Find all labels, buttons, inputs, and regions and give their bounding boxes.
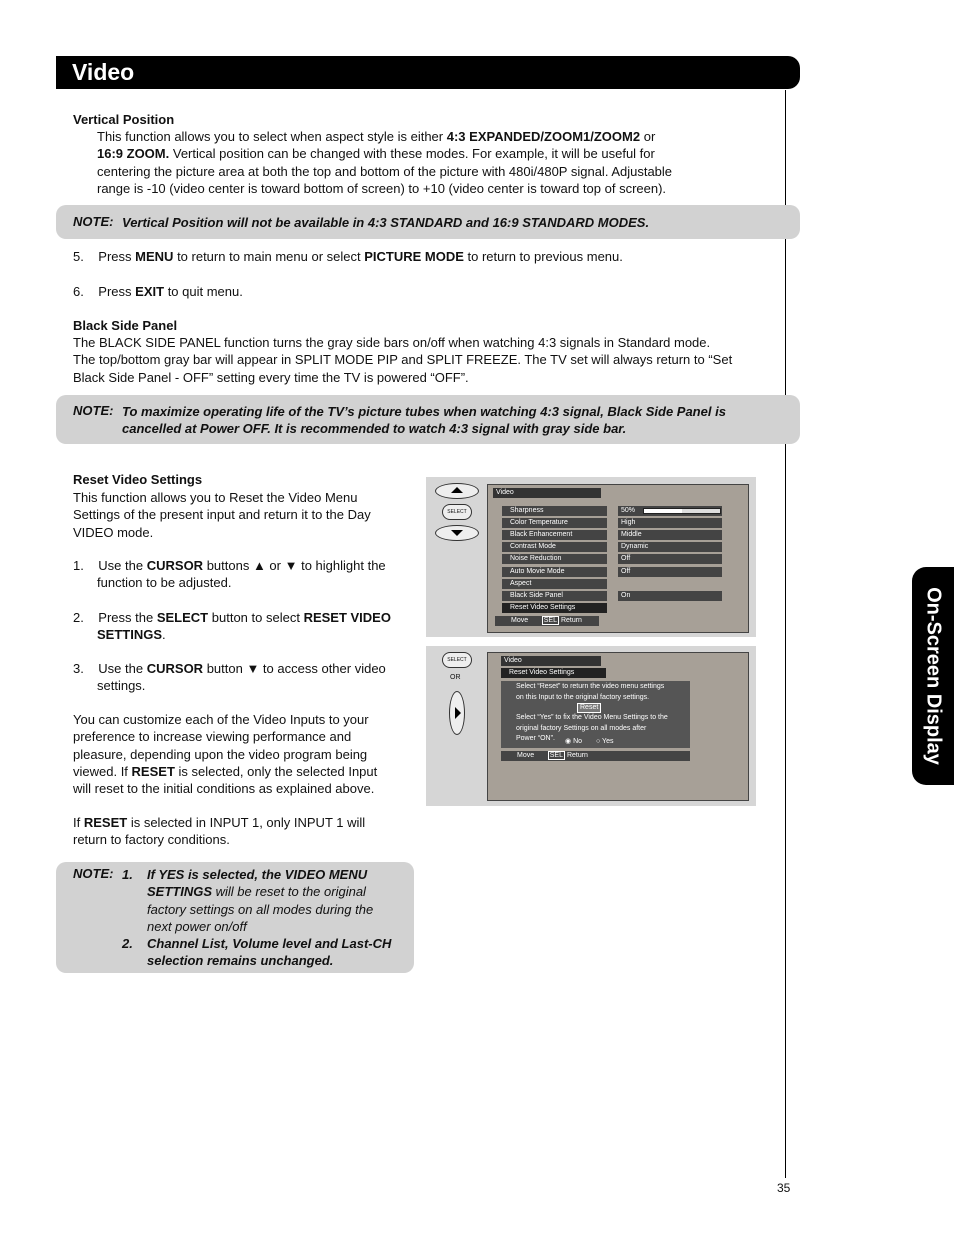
reset-title-bar: Reset Video Settings [501,668,606,678]
menu-item[interactable]: Black Side Panel [502,591,607,601]
black-side-panel-text: The BLACK SIDE PANEL function turns the gray side bars on/off when watching 4:3 signals in Standard mode. The top/bottom gray bar will appear in SPLIT MODE PIP and SPLIT FREEZE. The TV set will always return to “Set Black Side Panel - OFF” setting every time the TV is powered “OFF”. [73,335,733,385]
reset-heading: Reset Video Settings [73,472,203,487]
reset-step-2: 2. Press the SELECT button to select RESET VIDEO SETTINGS. [73,610,391,643]
menu-footer: Move SEL Return [501,751,690,761]
menu-item-value: Dynamic [618,542,722,552]
note-label: NOTE: [73,214,114,229]
menu-item-value: Off [618,554,722,564]
note-label: NOTE: [73,866,114,881]
menu-item[interactable]: Color Temperature [502,518,607,528]
triangle-down-icon [451,530,463,536]
note-text: Vertical Position will not be available in 4:3 STANDARD and 16:9 STANDARD MODES. [122,215,650,230]
dialog-text: Select “Yes” to fix the Video Menu Settings to the original factory Settings on all modes after Power “ON”. [516,714,668,742]
menu-item[interactable]: Sharpness [502,506,607,516]
tv-screen-2 [487,652,749,801]
dialog-text: Select “Reset” to return the video menu settings on this Input to the original factory settings. [516,683,665,701]
menu-item-value: On [618,591,722,601]
cursor-down-button[interactable] [435,525,479,541]
reset-customize-text: You can customize each of the Video Inputs to your preference to increase viewing performance and pleasure, depending upon the video program being viewed. If RESET is selected, only the selected Input will reset to the initial conditions as explained above. [73,712,378,797]
side-tab-label: On-Screen Display [922,587,945,765]
menu-item-value: High [618,518,722,528]
menu-item-value: Off [618,567,722,577]
reset-step-1: 1. Use the CURSOR buttons ▲ or ▼ to highlight the function to be adjusted. [73,558,386,591]
column-divider [785,90,786,1178]
note-num-1: 1. [122,867,133,882]
step-5: 5. Press MENU to return to main menu or select PICTURE MODE to return to previous menu. [73,249,623,264]
reset-input-text: If RESET is selected in INPUT 1, only INPUT 1 will return to factory conditions. [73,815,366,848]
menu-item[interactable]: Contrast Mode [502,542,607,552]
triangle-up-icon [451,487,463,493]
sharpness-bar [643,508,721,514]
menu-footer: Move SEL Return [495,616,599,626]
menu-item[interactable]: Reset Video Settings [502,603,607,613]
select-button[interactable]: SELECT [442,504,472,520]
reset-step-3: 3. Use the CURSOR button ▼ to access other video settings. [73,661,386,694]
reset-option-button[interactable]: Reset [577,703,601,713]
select-button[interactable]: SELECT [442,652,472,668]
or-label: OR [450,674,461,681]
tv-screen-1 [487,484,749,633]
vertical-position-text: This function allows you to select when aspect style is either 4:3 EXPANDED/ZOOM1/ZOOM2 or 16:9 ZOOM. Vertical position can be changed with these modes. For example, it will be useful for centering the picture area at both the top and bottom of the picture with 480i/480P signal. Adjustable range is -10 (video center is toward bottom of screen) to +10 (video center is toward top of screen). [97,129,673,196]
menu-title-bar: Video [501,656,601,666]
menu-item-value: Middle [618,530,722,540]
sharpness-fill [644,509,682,513]
menu-item[interactable]: Aspect [502,579,607,589]
cursor-up-button[interactable] [435,483,479,499]
step-6: 6. Press EXIT to quit menu. [73,284,243,299]
note-item-2: Channel List, Volume level and Last-CH selection remains unchanged. [147,936,392,969]
cursor-right-button[interactable] [449,691,465,735]
menu-item[interactable]: Black Enhancement [502,530,607,540]
menu-item[interactable]: Noise Reduction [502,554,607,564]
menu-item[interactable]: Auto Movie Mode [502,567,607,577]
menu-item-value: 50% [618,506,722,516]
vertical-position-heading: Vertical Position [73,112,175,127]
reset-intro: This function allows you to Reset the Video Menu Settings of the present input and return it to the Day VIDEO mode. [73,490,371,540]
black-side-panel-heading: Black Side Panel [73,318,178,333]
page-number: 35 [777,1181,791,1195]
title-bar [56,56,800,89]
note-text: To maximize operating life of the TV’s picture tubes when watching 4:3 signal, Black Side Panel is cancelled at Power OFF. It is recommended to watch 4:3 signal with gray side bar. [122,404,726,437]
note-item-1: If YES is selected, the VIDEO MENU SETTINGS will be reset to the original factory settings on all modes during the next power on/off [147,867,374,934]
note-num-2: 2. [122,936,133,951]
menu-title-bar: Video [493,488,601,498]
side-tab [912,567,954,785]
no-option[interactable]: ◉ No [565,738,583,745]
triangle-right-icon [455,707,461,719]
page-title: Video [72,59,135,85]
yes-option[interactable]: ○ Yes [596,738,614,745]
reset-dialog [501,681,690,748]
note-label: NOTE: [73,403,114,418]
